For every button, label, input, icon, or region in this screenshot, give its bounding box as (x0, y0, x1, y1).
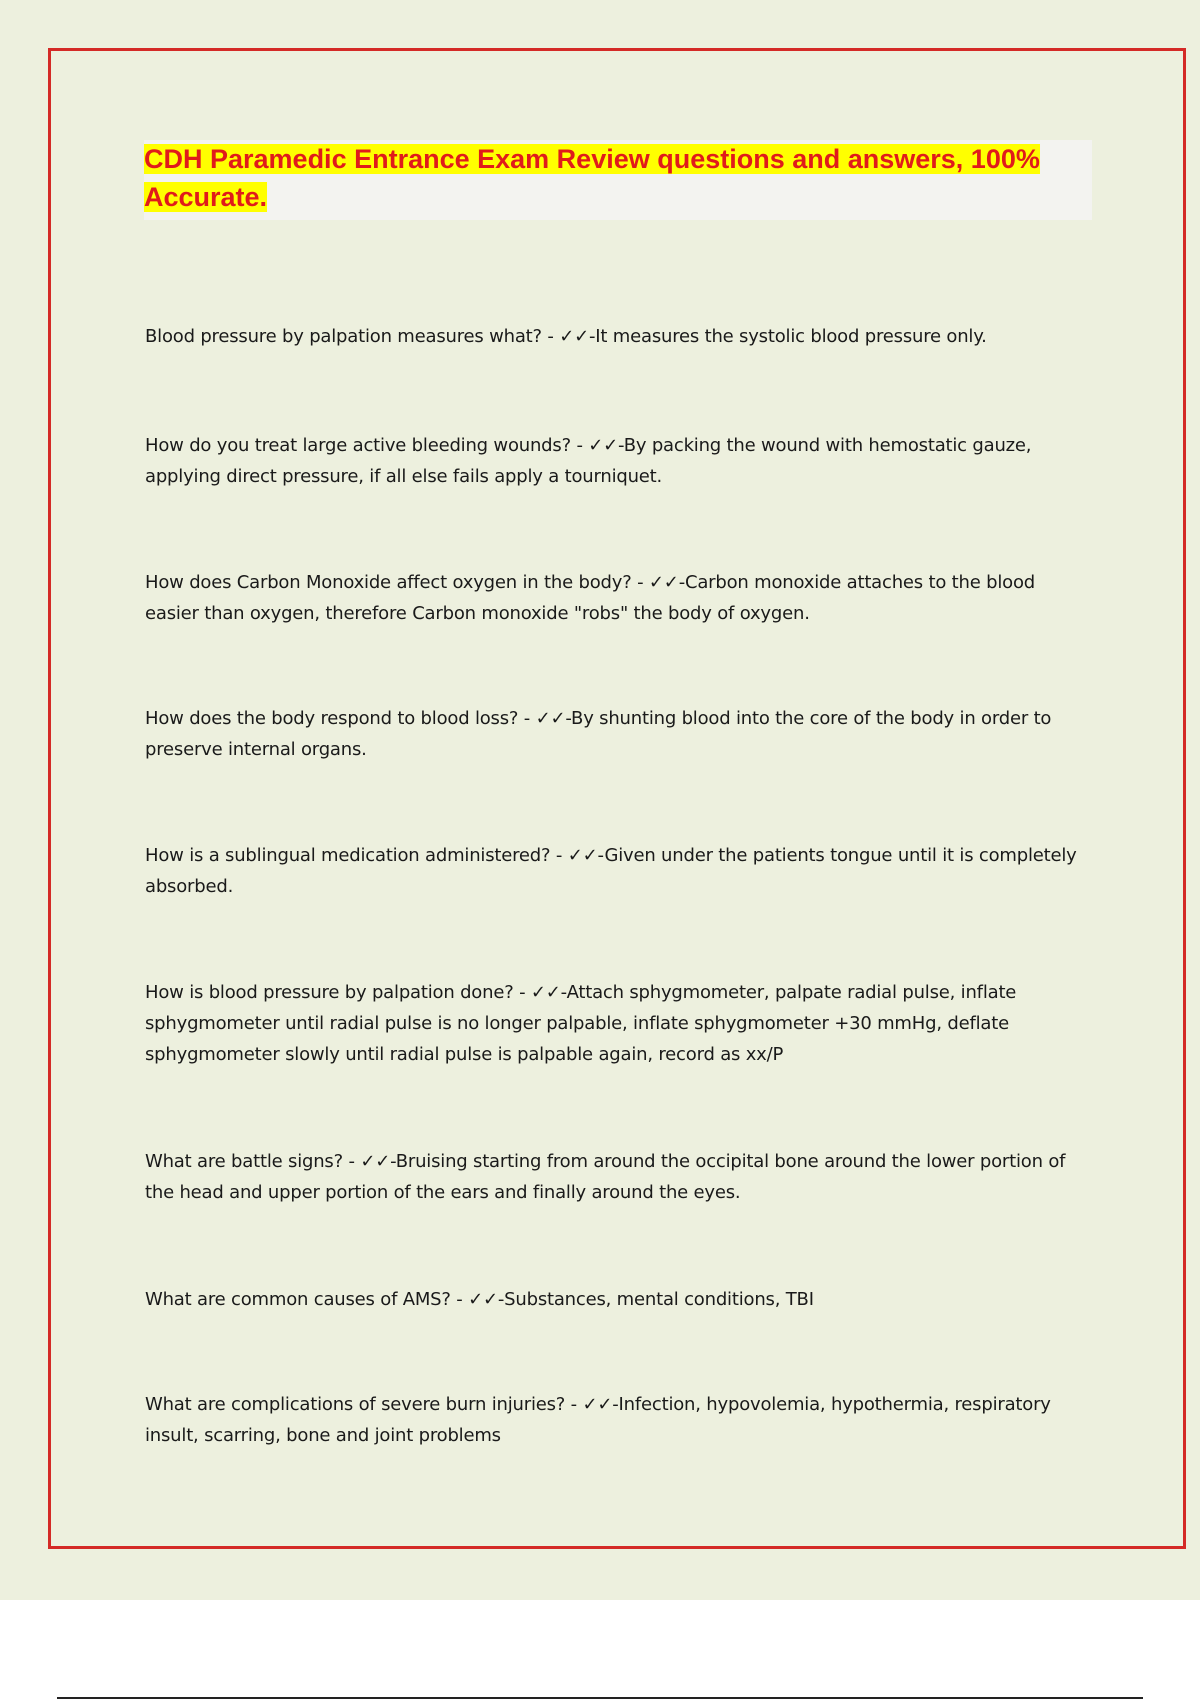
question-text: What are battle signs? (145, 1151, 343, 1172)
separator: - (570, 435, 589, 456)
check-mark-icon: ✓✓ (530, 982, 561, 1003)
page-border-frame (48, 48, 1186, 1549)
answer-text: -By packing the wound with hemostatic gauze, applying direct pressure, if all else fails apply a tourniquet. (145, 435, 1032, 487)
separator: - (518, 708, 536, 729)
answer-text: -It measures the systolic blood pressure only. (589, 326, 987, 347)
title-block (144, 140, 1092, 220)
question-text: How is a sublingual medication administered? (145, 845, 551, 866)
answer-text: -Infection, hypovolemia, hypothermia, respiratory insult, scarring, bone and joint problems (145, 1394, 1051, 1446)
check-mark-icon: ✓✓ (588, 435, 619, 456)
question-text: How do you treat large active bleeding wounds? (145, 435, 571, 456)
check-mark-icon: ✓✓ (535, 708, 566, 729)
check-mark-icon: ✓✓ (582, 1394, 613, 1415)
answer-text: -Given under the patients tongue until it is completely absorbed. (145, 845, 1077, 897)
answer-text: -Substances, mental conditions, TBI (497, 1289, 814, 1310)
answer-text: -Carbon monoxide attaches to the blood easier than oxygen, therefore Carbon monoxide "robs" the body of oxygen. (145, 572, 1036, 624)
qa-item (145, 840, 1090, 902)
separator: - (450, 1289, 469, 1310)
qa-item (145, 1146, 1090, 1208)
document-title (144, 140, 1084, 216)
check-mark-icon: ✓✓ (468, 1289, 498, 1310)
qa-item (145, 977, 1090, 1070)
qa-item (145, 1284, 1090, 1315)
question-text: What are common causes of AMS? (145, 1289, 451, 1310)
qa-item (145, 567, 1090, 629)
qa-item (145, 430, 1090, 492)
qa-item (145, 703, 1090, 765)
question-text: How is blood pressure by palpation done? (145, 982, 514, 1003)
answer-text: -Bruising starting from around the occipital bone around the lower portion of the head and upper portion of the ears and finally around the eyes. (145, 1151, 1066, 1203)
qa-item (145, 321, 1090, 352)
separator: - (550, 845, 568, 866)
question-text: How does Carbon Monoxide affect oxygen in the body? (145, 572, 632, 593)
separator: - (541, 326, 560, 347)
check-mark-icon: ✓✓ (648, 572, 679, 593)
separator: - (513, 982, 531, 1003)
answer-text: -By shunting blood into the core of the body in order to preserve internal organs. (145, 708, 1052, 760)
footer-divider (57, 1697, 1143, 1699)
check-mark-icon: ✓✓ (567, 845, 598, 866)
check-mark-icon: ✓✓ (559, 326, 589, 347)
question-text: How does the body respond to blood loss? (145, 708, 519, 729)
separator: - (342, 1151, 361, 1172)
separator: - (631, 572, 649, 593)
question-text: Blood pressure by palpation measures what? (145, 326, 542, 347)
answer-text: -Attach sphygmometer, palpate radial pulse, inflate sphygmometer until radial pulse is no longer palpable, inflate sphygmometer +30 mmHg, deflate sphygmometer slowly until radial pulse is palpable again, record as xx/P (145, 982, 1017, 1065)
question-text: What are complications of severe burn injuries? (145, 1394, 566, 1415)
title-highlight: CDH Paramedic Entrance Exam Review questions and answers, 100% Accurate. (144, 144, 1040, 212)
check-mark-icon: ✓✓ (360, 1151, 391, 1172)
qa-item (145, 1389, 1090, 1451)
separator: - (565, 1394, 583, 1415)
